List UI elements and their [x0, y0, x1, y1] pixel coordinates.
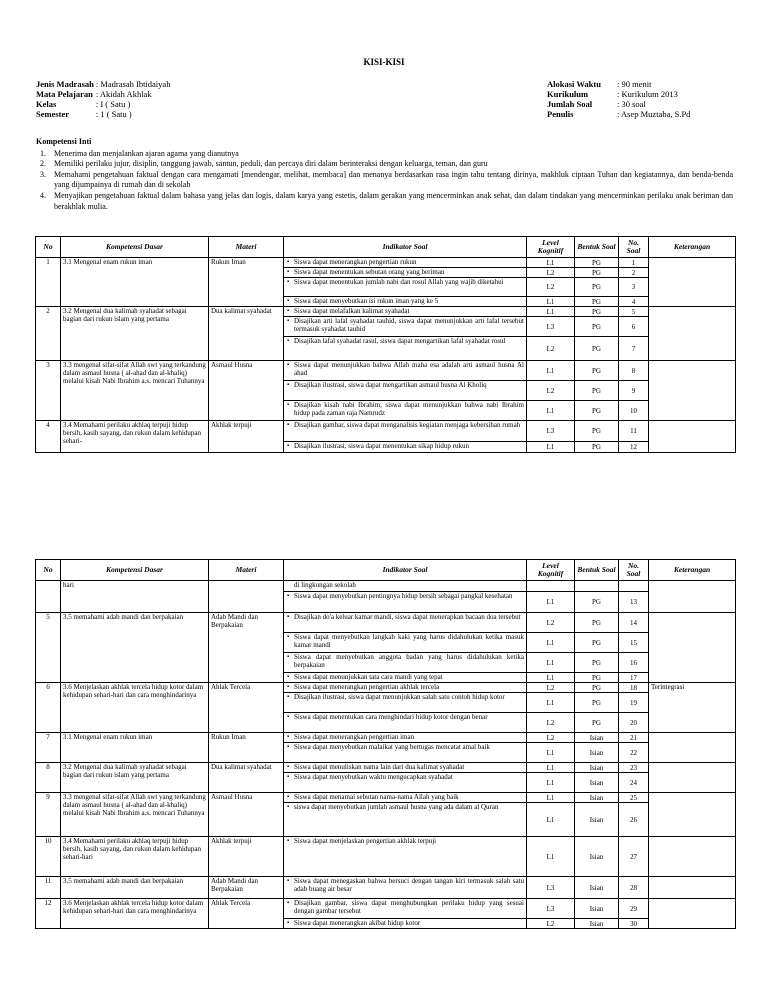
cell-bentuk: Isian — [575, 803, 619, 837]
header-indikator: Indikator Soal — [284, 237, 527, 258]
cell-indikator: ▪ Disajikan do'a keluar kamar mandi, siswa dapat menerapkan bacaan doa tersebut — [284, 613, 527, 633]
cell-materi: Dua kalimat syahadat — [209, 307, 284, 361]
cell-nosoal: 8 — [619, 361, 649, 381]
cell-indikator: ▪ Siswa dapat melafalkan kalimat syahadat — [284, 307, 527, 317]
cell-level: L3 — [527, 899, 575, 919]
cell-indikator: ▪ Disajikan ilustrasi, siswa dapat menunjukkan salah satu contoh hidup kotor — [284, 693, 527, 713]
cell-level: L3 — [527, 317, 575, 337]
cell-nosoal: 5 — [619, 307, 649, 317]
cell-kd: 3.5 memahami adab mandi dan berpakaian — [61, 613, 209, 683]
cell-keterangan — [649, 877, 736, 899]
cell-bentuk: PG — [575, 653, 619, 673]
cell-bentuk: PG — [575, 713, 619, 733]
cell-nosoal: 6 — [619, 317, 649, 337]
cell-keterangan — [649, 258, 736, 307]
cell-nosoal: 4 — [619, 297, 649, 307]
header-materi: Materi — [209, 560, 284, 581]
cell-bentuk: Isian — [575, 773, 619, 793]
cell-nosoal: 28 — [619, 877, 649, 899]
cell-indikator: ▪ Disajikan ilustrasi, siswa dapat mengartikan asmaul husna Al Kholiq — [284, 381, 527, 401]
header-nosoal: No. Soal — [619, 237, 649, 258]
header-level: Level Kognitif — [527, 237, 575, 258]
meta-value: : Kurikulum 2013 — [617, 89, 678, 99]
cell-indikator: ▪ siswa dapat menyebutkan jumlah asmaul husna yang ada dalam al Quran — [284, 803, 527, 837]
cell-keterangan — [649, 421, 736, 453]
cell-level: L1 — [527, 773, 575, 793]
cell-indikator: ▪ Siswa dapat menerangkan pengertian akhlak tercela — [284, 683, 527, 693]
cell-indikator: ▪ Disajikan gambar, siswa dapat menganalisis kegiatan menjaga kebersihan rumah — [284, 421, 527, 442]
header-level: Level Kognitif — [527, 560, 575, 581]
meta-value: : 30 soal — [617, 99, 646, 109]
cell-bentuk: PG — [575, 268, 619, 278]
cell-bentuk: PG — [575, 337, 619, 361]
cell-nosoal: 19 — [619, 693, 649, 713]
cell-kd: 3.3 mengenal sifat-sifat Allah swt yang terkandung dalam asmaul husna ( al-ahad dan al-khaliq) melalui kisah Nabi Ibrahim a.s. mencari Tuhannya — [61, 361, 209, 421]
cell-kd: 3.4 Memahami perilaku akhlaq terpuji hidup bersih, kasih sayang, dan rukun dalam kehidupan sehari- — [61, 421, 209, 453]
header-bentuk: Bentuk Soal — [575, 560, 619, 581]
cell-keterangan — [649, 793, 736, 837]
table-row — [36, 763, 736, 773]
cell-nosoal: 14 — [619, 613, 649, 633]
table-row — [36, 793, 736, 803]
cell-bentuk: PG — [575, 633, 619, 653]
cell-keterangan — [649, 581, 736, 613]
cell-nosoal: 12 — [619, 442, 649, 453]
cell-nosoal: 2 — [619, 268, 649, 278]
cell-indikator: ▪ Siswa dapat menuliskan nama lain dari dua kalimat syahadat — [284, 763, 527, 773]
cell-keterangan — [649, 837, 736, 877]
cell-level: L1 — [527, 297, 575, 307]
table-row — [36, 361, 736, 381]
cell-no: 4 — [36, 421, 61, 453]
cell-indikator: ▪ Disajikan arti lafal syahadat tauhid, siswa dapat menunjukkan arti lafal tersebut termasuk syahadat tauhid — [284, 317, 527, 337]
cell-materi: Rukun Iman — [209, 258, 284, 307]
cell-indikator: ▪ Disajikan kisah nabi Ibrahim, siswa dapat menunjukkan bahwa nabi Ibrahim hidup pada zaman raja Namrudz — [284, 401, 527, 421]
table-row — [36, 613, 736, 633]
cell-materi: Asmaul Husna — [209, 361, 284, 421]
table-row — [36, 733, 736, 743]
table-row — [36, 899, 736, 919]
cell-level: L1 — [527, 592, 575, 613]
kisi-table-2 — [35, 559, 736, 929]
cell-indikator: ▪ Siswa dapat menunjukkan bahwa Allah maha esa adalah arti asmaul husna Al ahad — [284, 361, 527, 381]
cell-level: L2 — [527, 278, 575, 297]
cell-materi: Rukun Iman — [209, 733, 284, 763]
cell-bentuk: PG — [575, 442, 619, 453]
cell-nosoal: 25 — [619, 793, 649, 803]
cell-bentuk: PG — [575, 683, 619, 693]
cell-materi: Ahlak Tercela — [209, 899, 284, 929]
table-row — [36, 307, 736, 317]
cell-no: 6 — [36, 683, 61, 733]
cell-bentuk: PG — [575, 361, 619, 381]
cell-bentuk: PG — [575, 278, 619, 297]
cell-indikator: ▪ Siswa dapat menyebutkan pentingnya hidup bersih sebagai pangkal kesehatan — [284, 592, 527, 613]
cell-bentuk: PG — [575, 693, 619, 713]
cell-bentuk: PG — [575, 401, 619, 421]
cell-nosoal: 1 — [619, 258, 649, 268]
cell-keterangan: Terintegrasi — [649, 683, 736, 733]
cell-kd: 3.1 Mengenal enam rukun iman — [61, 733, 209, 763]
cell-nosoal: 13 — [619, 592, 649, 613]
cell-bentuk: PG — [575, 297, 619, 307]
cell-level: L1 — [527, 803, 575, 837]
cell-nosoal: 17 — [619, 673, 649, 683]
cell-nosoal: 16 — [619, 653, 649, 673]
cell-bentuk: Isian — [575, 793, 619, 803]
cell-no: 3 — [36, 361, 61, 421]
header-kd: Kompetensi Dasar — [61, 237, 209, 258]
cell-kd: 3.2 Mengenal dua kalimah syahadat sebagai bagian dari rukun islam yang pertama — [61, 307, 209, 361]
cell-level: L2 — [527, 733, 575, 743]
cell-no: 10 — [36, 837, 61, 877]
cell-keterangan — [649, 763, 736, 793]
cell-keterangan — [649, 361, 736, 421]
cell-nosoal: 30 — [619, 919, 649, 929]
cell-indikator: ▪ Siswa dapat menunjukkan tata cara mandi yang tepat — [284, 673, 527, 683]
cell-indikator: ▪ Disajikan gambar, siswa dapat menghubungkan perilaku hidup yang sesuai dengan gambar tersebut — [284, 899, 527, 919]
cell-indikator: ▪ Siswa dapat menyebutkan waktu mengucapkan syahadat — [284, 773, 527, 793]
meta-value: : 1 ( Satu ) — [95, 109, 132, 119]
cell-level: L1 — [527, 307, 575, 317]
cell-no: 8 — [36, 763, 61, 793]
cell-no — [36, 581, 61, 613]
kisi-table-1 — [35, 236, 736, 453]
cell-bentuk: Isian — [575, 877, 619, 899]
ki-list — [36, 149, 733, 213]
cell-bentuk: PG — [575, 381, 619, 401]
cell-indikator: ▪ Siswa dapat menyebutkan langkah kaki yang harus didahulukan ketika masuk kamar mandi — [284, 633, 527, 653]
table-row — [36, 837, 736, 877]
cell-indikator: ▪ Siswa dapat menerangkan pengertian iman — [284, 733, 527, 743]
cell-no: 5 — [36, 613, 61, 683]
cell-nosoal: 15 — [619, 633, 649, 653]
cell-nosoal: 21 — [619, 733, 649, 743]
cell-indikator: ▪ Siswa dapat menegaskan bahwa bersuci dengan tangan kiri termasuk salah satu adab buang air besar — [284, 877, 527, 899]
cell-kd: 3.5 memahami adab mandi dan berpakaian — [61, 877, 209, 899]
cell-nosoal: 7 — [619, 337, 649, 361]
meta-label: Mata Pelajaran — [36, 89, 93, 99]
header-no: No — [36, 237, 61, 258]
cell-no: 2 — [36, 307, 61, 361]
header-kd: Kompetensi Dasar — [61, 560, 209, 581]
header-bentuk: Bentuk Soal — [575, 237, 619, 258]
cell-bentuk: PG — [575, 421, 619, 442]
meta-label: Alokasi Waktu — [547, 79, 601, 89]
cell-level: L1 — [527, 673, 575, 683]
cell-level: L2 — [527, 919, 575, 929]
cell-nosoal: 22 — [619, 743, 649, 763]
cell-level — [527, 581, 575, 592]
cell-indikator: ▪ Siswa dapat menentukan jumlah nabi dan rosul Allah yang wajib diketahui — [284, 278, 527, 297]
meta-label: Jumlah Soal — [547, 99, 593, 109]
ki-heading: Kompetensi Inti — [36, 137, 92, 146]
cell-bentuk: PG — [575, 673, 619, 683]
cell-materi: Dua kalimat syahadat — [209, 763, 284, 793]
cell-level: L1 — [527, 793, 575, 803]
cell-indikator: di lingkungan sekolah — [284, 581, 527, 592]
meta-label: Semester — [36, 109, 70, 119]
cell-keterangan — [649, 899, 736, 929]
cell-level: L3 — [527, 421, 575, 442]
cell-bentuk: Isian — [575, 899, 619, 919]
meta-right — [547, 79, 690, 119]
table-row — [36, 581, 736, 592]
cell-kd: 3.6 Menjelaskan akhlak tercela hidup kotor dalam kehidupan sehari-hari dan cara menghindarinya — [61, 683, 209, 733]
cell-level: L1 — [527, 401, 575, 421]
cell-level: L2 — [527, 381, 575, 401]
cell-bentuk: Isian — [575, 743, 619, 763]
meta-label: Jenis Madrasah — [36, 79, 94, 89]
cell-no: 11 — [36, 877, 61, 899]
cell-nosoal: 27 — [619, 837, 649, 877]
cell-nosoal: 23 — [619, 763, 649, 773]
cell-indikator: ▪ Siswa dapat menamai sebutan nama-nama Allah yang baik — [284, 793, 527, 803]
cell-level: L2 — [527, 683, 575, 693]
cell-kd: 3.4 Memahami perilaku akhlaq terpuji hidup bersih, kasih sayang, dan rukun dalam kehidupan sehari-hari — [61, 837, 209, 877]
page-title: KISI-KISI — [363, 57, 405, 67]
cell-bentuk: PG — [575, 258, 619, 268]
cell-kd: 3.1 Mengenal enam rukun iman — [61, 258, 209, 307]
meta-value: : 90 menit — [617, 79, 652, 89]
kompetensi-inti — [36, 137, 733, 212]
cell-bentuk: PG — [575, 613, 619, 633]
cell-kd: 3.3 mengenal sifat-sifat Allah swt yang terkandung dalam asmaul husna ( al-ahad dan al-khaliq) melalui kisah Nabi Ibrahim a.s. mencari Tuhannya — [61, 793, 209, 837]
ki-item: 2. Memiliki perilaku jujur, disiplin, tanggung jawab, santun, peduli, dan percaya diri dalam berinteraksi dengan keluarga, teman, dan guru — [48, 159, 733, 170]
cell-nosoal: 29 — [619, 899, 649, 919]
table-row — [36, 877, 736, 899]
cell-bentuk: Isian — [575, 733, 619, 743]
cell-indikator: ▪ Siswa dapat menentukan cara menghindari hidup kotor dengan benar — [284, 713, 527, 733]
cell-materi: Adab Mandi dan Berpakaian — [209, 613, 284, 683]
cell-level: L1 — [527, 653, 575, 673]
cell-nosoal — [619, 581, 649, 592]
cell-indikator: ▪ Disajikan ilustrasi, siswa dapat menentukan sikap hidup rukun — [284, 442, 527, 453]
cell-keterangan — [649, 307, 736, 361]
cell-level: L1 — [527, 837, 575, 877]
cell-indikator: ▪ Disajikan lafal syahadat rasul, siswa dapat mengartikan lafal syahadat rosul — [284, 337, 527, 361]
header-indikator: Indikator Soal — [284, 560, 527, 581]
header-keterangan: Keterangan — [649, 560, 736, 581]
cell-bentuk: PG — [575, 592, 619, 613]
cell-nosoal: 10 — [619, 401, 649, 421]
meta-label: Kelas — [36, 99, 57, 109]
cell-indikator: ▪ Siswa dapat menjelaskan pengertian akhlak terpuji — [284, 837, 527, 877]
cell-no: 9 — [36, 793, 61, 837]
ki-item: 1. Menerima dan menjalankan ajaran agama yang dianutnya — [48, 149, 733, 160]
cell-level: L3 — [527, 877, 575, 899]
cell-keterangan — [649, 613, 736, 683]
cell-no: 7 — [36, 733, 61, 763]
table-row — [36, 421, 736, 442]
header-no: No — [36, 560, 61, 581]
cell-level: L1 — [527, 633, 575, 653]
cell-level: L2 — [527, 337, 575, 361]
header-nosoal: No. Soal — [619, 560, 649, 581]
cell-bentuk: Isian — [575, 919, 619, 929]
cell-materi: Adab Mandi dan Berpakaian — [209, 877, 284, 899]
cell-materi: Akhlak terpuji — [209, 421, 284, 453]
cell-materi — [209, 581, 284, 613]
table-row — [36, 258, 736, 268]
ki-item: 4. Menyajikan pengetahuan faktual dalam bahasa yang jelas dan logis, dalam karya yang estetis, dalam gerakan yang mencerminkan anak sehat, dan dalam tindakan yang mencerminkan perilaku anak beriman dan berakhlak mulia. — [48, 191, 733, 212]
cell-level: L1 — [527, 361, 575, 381]
cell-nosoal: 24 — [619, 773, 649, 793]
cell-indikator: ▪ Siswa dapat menerangkan akibat hidup kotor — [284, 919, 527, 929]
cell-kd: 3.2 Mengenal dua kalimah syahadat sebagai bagian dari rukun islam yang pertama — [61, 763, 209, 793]
cell-bentuk: PG — [575, 307, 619, 317]
ki-item: 3. Memahami pengetahuan faktual dengan cara mengamati [mendengar, melihat, membaca] dan menanya berdasarkan rasa ingin tahu tentang dirinya, makhluk ciptaan Tuhan dan kegiatannya, dan benda-benda yang dijumpainya di rumah dan di sekolah — [48, 170, 733, 191]
cell-nosoal: 26 — [619, 803, 649, 837]
cell-indikator: ▪ Siswa dapat menerangkan pengertian rukun — [284, 258, 527, 268]
meta-left — [36, 79, 170, 119]
cell-level: L1 — [527, 763, 575, 773]
cell-kd: hari — [61, 581, 209, 613]
cell-nosoal: 18 — [619, 683, 649, 693]
cell-level: L1 — [527, 693, 575, 713]
cell-no: 1 — [36, 258, 61, 307]
meta-value: : Asep Muztaba, S.Pd — [617, 109, 691, 119]
meta-value: : Madrasah Ibtidaiyah — [95, 79, 171, 89]
cell-indikator: ▪ Siswa dapat menyebutkan isi rukun iman yang ke 5 — [284, 297, 527, 307]
cell-nosoal: 11 — [619, 421, 649, 442]
meta-value: : Akidah Akhlak — [95, 89, 152, 99]
cell-bentuk: Isian — [575, 763, 619, 773]
cell-bentuk: Isian — [575, 837, 619, 877]
cell-keterangan — [649, 733, 736, 763]
cell-nosoal: 3 — [619, 278, 649, 297]
header-materi: Materi — [209, 237, 284, 258]
cell-no: 12 — [36, 899, 61, 929]
table-row — [36, 683, 736, 693]
cell-level: L2 — [527, 613, 575, 633]
cell-materi: Ahlak Tercela — [209, 683, 284, 733]
cell-level: L1 — [527, 442, 575, 453]
cell-bentuk: PG — [575, 317, 619, 337]
meta-label: Kurikulum — [547, 89, 589, 99]
cell-level: L2 — [527, 713, 575, 733]
meta-label: Penulis — [547, 109, 574, 119]
cell-nosoal: 20 — [619, 713, 649, 733]
cell-materi: Akhlak terpuji — [209, 837, 284, 877]
cell-level: L1 — [527, 258, 575, 268]
meta-value: : I ( Satu ) — [95, 99, 131, 109]
cell-bentuk — [575, 581, 619, 592]
cell-kd: 3.6 Menjelaskan akhlak tercela hidup kotor dalam kehidupan sehari-hari dan cara menghindarinya — [61, 899, 209, 929]
cell-level: L2 — [527, 268, 575, 278]
cell-indikator: ▪ Siswa dapat menyebutkan anggota badan yang harus didahulukan ketika berpakaian — [284, 653, 527, 673]
header-keterangan: Keterangan — [649, 237, 736, 258]
cell-indikator: ▪ Siswa dapat menentukan sebutan orang yang beriman — [284, 268, 527, 278]
cell-level: L1 — [527, 743, 575, 763]
cell-materi: Asmaul Husna — [209, 793, 284, 837]
cell-indikator: ▪ Siswa dapat menyebutkan malaikat yang bertugas mencatat amal baik — [284, 743, 527, 763]
cell-nosoal: 9 — [619, 381, 649, 401]
